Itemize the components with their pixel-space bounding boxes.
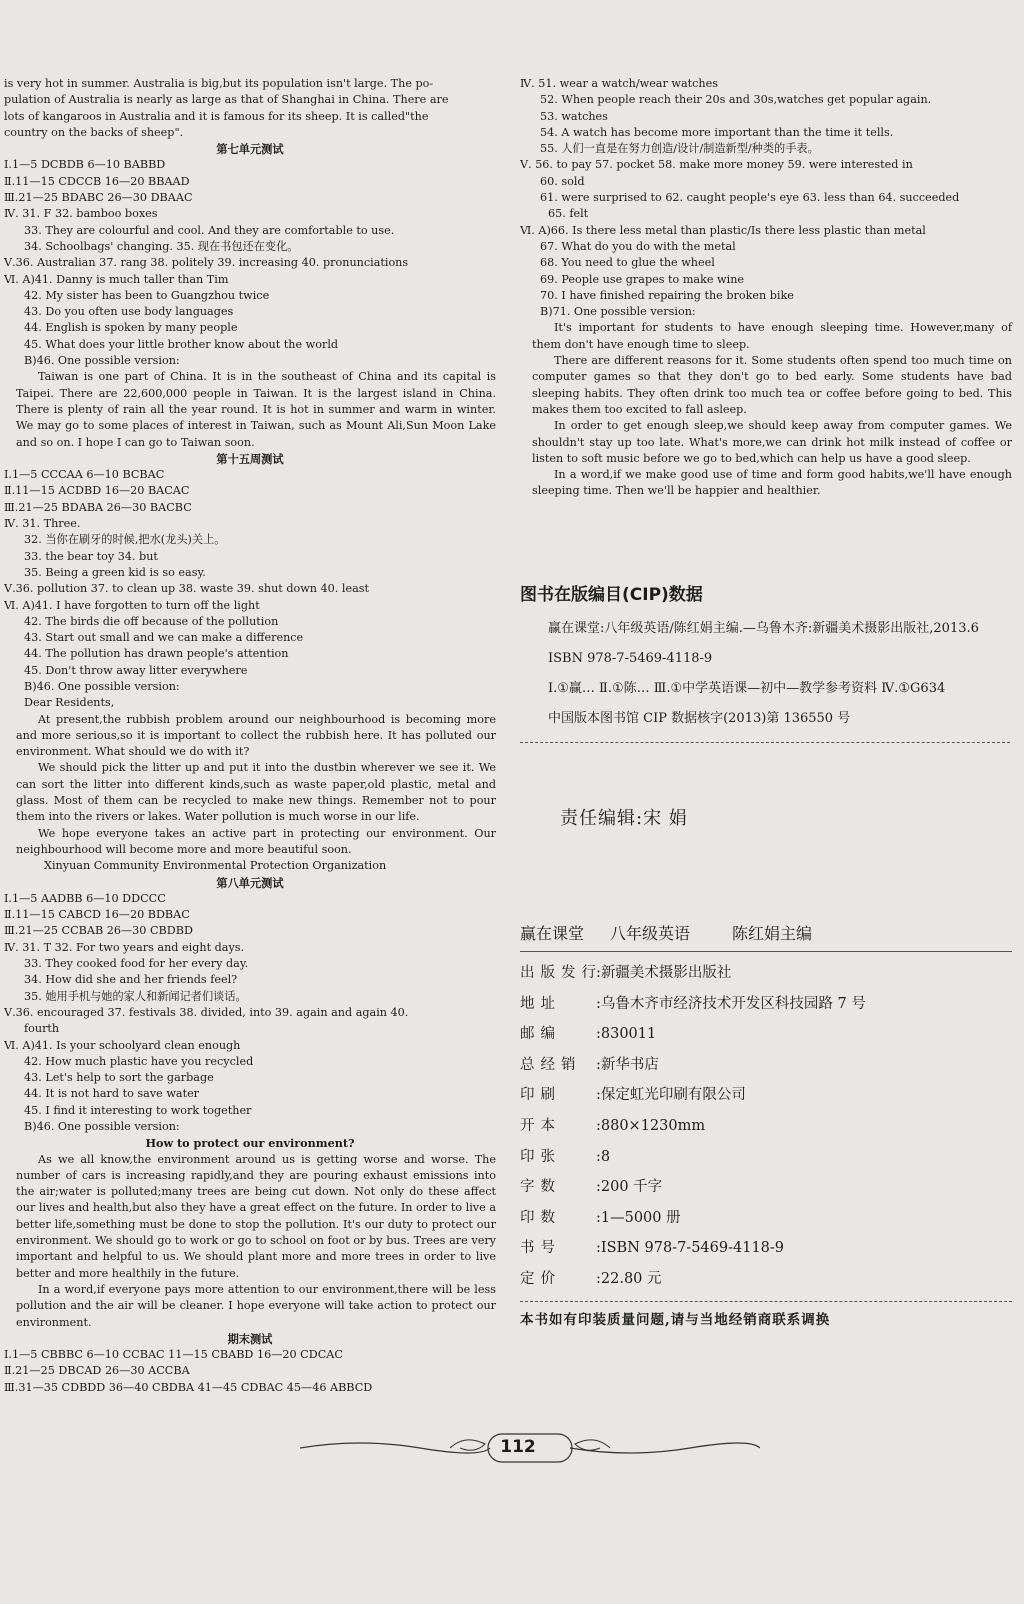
answer-line: 34. Schoolbags' changing. 35. 现在书包还在变化。 <box>24 239 299 253</box>
publish-value: :200 千字 <box>596 1179 663 1196</box>
answer-line: Ⅳ. 31. T 32. For two years and eight days. <box>4 940 245 954</box>
answer-line: 33. the bear toy 34. but <box>24 549 158 563</box>
publish-row <box>520 1019 1012 1050</box>
right-answer-list <box>520 76 1012 500</box>
answer-line: 55. 人们一直是在努力创造/设计/制造新型/种类的手表。 <box>540 142 819 156</box>
answer-line: Ⅲ.21—25 BDABC 26—30 DBAAC <box>4 191 193 205</box>
cip-block <box>520 618 1012 730</box>
publish-row <box>520 989 1012 1020</box>
answer-line: Dear Residents, <box>24 696 115 710</box>
answer-line: 43. Start out small and we can make a difference <box>24 631 304 645</box>
essay-paragraph: Taiwan is one part of China. It is in the southeast of China and its capital is Taipei. There are 22,600,000 people in Taiwan. It is the largest island in China. There is plenty of rain all the year round. It is hot in summer and warm in winter. We may go to some places of interest in Taiwan, such as Mount Ali,Sun Moon Lake and so on. I hope I can go to Taiwan soon. <box>16 370 496 449</box>
answer-line: fourth <box>24 1022 60 1036</box>
answer-line: Ⅱ.21—25 DBCAD 26—30 ACCBA <box>4 1364 190 1378</box>
answer-line: Ⅱ.11—15 CDCCB 16—20 BBAAD <box>4 174 190 188</box>
answer-line: 42. My sister has been to Guangzhou twice <box>24 288 270 302</box>
section-heading: 第八单元测试 <box>216 875 284 890</box>
answer-line: Ⅳ. 51. wear a watch/wear watches <box>520 77 718 90</box>
answer-line: Ⅵ. A)66. Is there less metal than plastic/Is there less plastic than metal <box>520 223 926 237</box>
answer-line: 43. Do you often use body languages <box>24 305 234 319</box>
publish-value: :ISBN 978-7-5469-4118-9 <box>596 1240 785 1257</box>
publish-row <box>520 958 1012 989</box>
answer-line: Xinyuan Community Environmental Protection Organization <box>44 859 387 873</box>
answer-line: 54. A watch has become more important than the time it tells. <box>540 125 894 139</box>
section-heading: How to protect our environment? <box>145 1136 355 1151</box>
essay-paragraph: There are different reasons for it. Some students often spend too much time on computer games so that they don't go to bed early. Some students have bad sleeping habits. They often drink too much tea or coffee before going to bed. This makes them too excited to fall asleep. <box>532 354 1012 416</box>
publish-row <box>520 1142 1012 1173</box>
answer-line: Ⅴ.36. pollution 37. to clean up 38. waste 39. shut down 40. least <box>4 582 370 596</box>
divider <box>520 742 1010 743</box>
publish-row <box>520 1172 1012 1203</box>
answer-line: Ⅰ.1—5 CBBBC 6—10 CCBAC 11—15 CBABD 16—20 CDCAC <box>4 1348 343 1362</box>
answer-line: 52. When people reach their 20s and 30s,watches get popular again. <box>540 93 932 107</box>
cip-title: 图书在版编目(CIP)数据 <box>520 584 703 605</box>
cip-line: 赢在课堂:八年级英语/陈红娟主编.—乌鲁木齐:新疆美术摄影出版社,2013.6 <box>548 620 979 636</box>
answer-line: 68. You need to glue the wheel <box>540 256 715 270</box>
cip-verify-number: 中国版本图书馆 CIP 数据核字(2013)第 136550 号 <box>548 710 851 726</box>
essay-paragraph: As we all know,the environment around us is getting worse and worse. The number of cars is increasing rapidly,and they are pouring exhaust emissions into the air;water is polluted;many trees are being cut down. Not only do these affect our lives and health,but also they have a great effect on the future. In order to live a better life,something must be done to stop the pollution. It's our duty to protect our environment. We should go to work or go to school on foot or by bus. Trees are very important and helpful to us. We should plant more and more trees in order to live better and more healthily in the future. <box>16 1152 496 1280</box>
answer-line: Ⅱ.11—15 ACDBD 16—20 BACAC <box>4 484 190 498</box>
answer-line: Ⅵ. A)41. I have forgotten to turn off the light <box>4 598 260 612</box>
answer-line: is very hot in summer. Australia is big,but its population isn't large. The po- <box>4 77 434 90</box>
answer-line: 42. How much plastic have you recycled <box>24 1054 254 1068</box>
answer-line: pulation of Australia is nearly as large as that of Shanghai in China. There are <box>4 93 449 107</box>
essay-paragraph: We hope everyone takes an active part in protecting our environment. Our neighbourhood will become more and more beautiful soon. <box>16 826 496 856</box>
answer-line: B)46. One possible version: <box>24 679 180 693</box>
answer-line: 67. What do you do with the metal <box>540 239 736 253</box>
divider <box>520 1301 1012 1302</box>
section-heading: 第七单元测试 <box>216 142 284 157</box>
answer-line: 33. They cooked food for her every day. <box>24 957 249 971</box>
answer-line: Ⅲ.21—25 CCBAB 26—30 CBDBD <box>4 924 193 938</box>
quality-notice: 本书如有印装质量问题,请与当地经销商联系调换 <box>520 1311 831 1328</box>
answer-line: 42. The birds die off because of the pollution <box>24 614 279 628</box>
answer-line: 61. were surprised to 62. caught people's eye 63. less than 64. succeeded <box>540 191 960 205</box>
answer-line: 35. 她用手机与她的家人和新闻记者们谈话。 <box>24 989 247 1003</box>
cip-classification: Ⅰ.①赢… Ⅱ.①陈… Ⅲ.①中学英语课—初中—教学参考资料 Ⅳ.①G634 <box>548 680 946 696</box>
answer-line: 65. felt <box>548 207 589 221</box>
section-heading: 第十五周测试 <box>216 451 284 466</box>
answer-line: 35. Being a green kid is so easy. <box>24 565 206 579</box>
answer-line: 44. It is not hard to save water <box>24 1087 200 1101</box>
publish-value: :保定虹光印刷有限公司 <box>596 1087 746 1104</box>
answer-line: Ⅳ. 31. F 32. bamboo boxes <box>4 207 158 221</box>
answer-line: 44. English is spoken by many people <box>24 321 238 335</box>
answer-line: 45. Don't throw away litter everywhere <box>24 663 248 677</box>
answer-line: 45. What does your little brother know about the world <box>24 337 339 351</box>
answer-line: lots of kangaroos in Australia and it is famous for its sheep. It is called"the <box>4 109 429 123</box>
publish-info <box>520 951 1012 1295</box>
publish-key: 印张 <box>520 1148 561 1165</box>
essay-paragraph: In a word,if we make good use of time and form good habits,we'll have enough sleeping time. Then we'll be happier and healthier. <box>532 468 1012 498</box>
publish-value: :新疆美术摄影出版社 <box>596 965 732 982</box>
publish-key: 印数 <box>520 1209 561 1226</box>
publish-key: 印刷 <box>520 1087 561 1104</box>
publish-key: 书号 <box>520 1240 561 1257</box>
publish-key: 开本 <box>520 1117 561 1134</box>
section-heading: 期末测试 <box>227 1331 273 1346</box>
answer-line: Ⅱ.11—15 CABCD 16—20 BDBAC <box>4 908 190 922</box>
book-title-line <box>520 923 1012 945</box>
answer-line: country on the backs of sheep". <box>4 125 184 139</box>
essay-paragraph: In order to get enough sleep,we should keep away from computer games. We shouldn't stay up too late. What's more,we can drink hot milk instead of coffee or listen to soft music before we go to bed,which can help us have a good sleep. <box>532 419 1012 465</box>
publish-value: :8 <box>596 1148 611 1165</box>
right-column <box>520 76 1012 1328</box>
cip-isbn: ISBN 978-7-5469-4118-9 <box>548 650 713 666</box>
answer-line: Ⅲ.21—25 BDABA 26—30 BACBC <box>4 500 192 514</box>
publish-key: 地址 <box>520 995 561 1012</box>
publish-key: 定价 <box>520 1270 561 1287</box>
publish-key: 总经销 <box>520 1056 582 1073</box>
page-number: 112 <box>500 1437 536 1457</box>
answer-line: B)46. One possible version: <box>24 1120 180 1133</box>
answer-line: Ⅵ. A)41. Danny is much taller than Tim <box>4 272 229 286</box>
answer-line: Ⅰ.1—5 DCBDB 6—10 BABBD <box>4 158 166 172</box>
publish-value: :830011 <box>596 1026 657 1043</box>
answer-line: Ⅵ. A)41. Is your schoolyard clean enough <box>4 1038 241 1052</box>
publish-row <box>520 1233 1012 1264</box>
publish-row <box>520 1111 1012 1142</box>
publish-key: 邮编 <box>520 1026 561 1043</box>
publish-value: :880×1230mm <box>596 1117 706 1134</box>
answer-line: Ⅴ.36. Australian 37. rang 38. politely 39. increasing 40. pronunciations <box>4 256 409 270</box>
essay-paragraph: It's important for students to have enough sleeping time. However,many of them don't have enough time to sleep. <box>532 321 1012 351</box>
answer-line: Ⅰ.1—5 CCCAA 6—10 BCBAC <box>4 468 165 482</box>
book-editor: 陈红娟主编 <box>732 924 813 944</box>
answer-line: 69. People use grapes to make wine <box>540 272 745 286</box>
publish-row <box>520 1264 1012 1295</box>
page-footer <box>300 1428 760 1468</box>
answer-line: 43. Let's help to sort the garbage <box>24 1071 214 1085</box>
answer-line: 53. watches <box>540 109 608 123</box>
publish-key: 出版发行 <box>520 965 602 982</box>
book-name: 赢在课堂 <box>520 924 585 944</box>
answer-line: Ⅲ.31—35 CDBDD 36—40 CBDBA 41—45 CDBAC 45—46 ABBCD <box>4 1380 373 1394</box>
book-subject: 八年级英语 <box>610 924 691 944</box>
answer-line: 70. I have finished repairing the broken bike <box>540 288 794 302</box>
answer-line: 33. They are colourful and cool. And they are comfortable to use. <box>24 223 395 237</box>
answer-line: 44. The pollution has drawn people's attention <box>24 647 289 661</box>
publish-value: :1—5000 册 <box>596 1209 681 1226</box>
answer-line: Ⅳ. 31. Three. <box>4 517 81 531</box>
publish-value: :22.80 元 <box>596 1270 662 1287</box>
answer-line: 32. 当你在刷牙的时候,把水(龙头)关上。 <box>24 533 226 547</box>
answer-line: Ⅰ.1—5 AADBB 6—10 DDCCC <box>4 891 166 905</box>
publish-value: :新华书店 <box>596 1056 659 1073</box>
answer-line: B)46. One possible version: <box>24 354 180 368</box>
publish-row <box>520 1203 1012 1234</box>
publish-row <box>520 1080 1012 1111</box>
answer-line: Ⅴ. 56. to pay 57. pocket 58. make more money 59. were interested in <box>520 158 913 172</box>
publish-key: 字数 <box>520 1179 561 1196</box>
answer-line: Ⅴ.36. encouraged 37. festivals 38. divided, into 39. again and again 40. <box>4 1005 409 1019</box>
publish-value: :乌鲁木齐市经济技术开发区科技园路 7 号 <box>596 995 866 1012</box>
answer-line: 34. How did she and her friends feel? <box>24 973 238 987</box>
essay-paragraph: We should pick the litter up and put it into the dustbin wherever we see it. We can sort the litter into different kinds,such as waste paper,old plastic, metal and glass. Most of them can be recycled to make new things. Remember not to pour them into the rivers or lakes. Water pollution is much worse in our life. <box>16 761 496 824</box>
essay-paragraph: In a word,if everyone pays more attention to our environment,there will be less pollution and the air will be cleaner. I hope everyone will take action to protect our environment. <box>16 1282 496 1329</box>
answer-line: 60. sold <box>540 174 585 188</box>
essay-paragraph: At present,the rubbish problem around our neighbourhood is becoming more and more serious,so it is important to collect the rubbish here. It has polluted our environment. What should we do with it? <box>16 712 496 759</box>
responsible-editor: 责任编辑:宋 娟 <box>560 807 688 829</box>
answer-line: 45. I find it interesting to work together <box>24 1103 252 1117</box>
left-answer-column <box>4 76 496 1396</box>
publish-row <box>520 1050 1012 1081</box>
answer-line: B)71. One possible version: <box>540 305 696 319</box>
